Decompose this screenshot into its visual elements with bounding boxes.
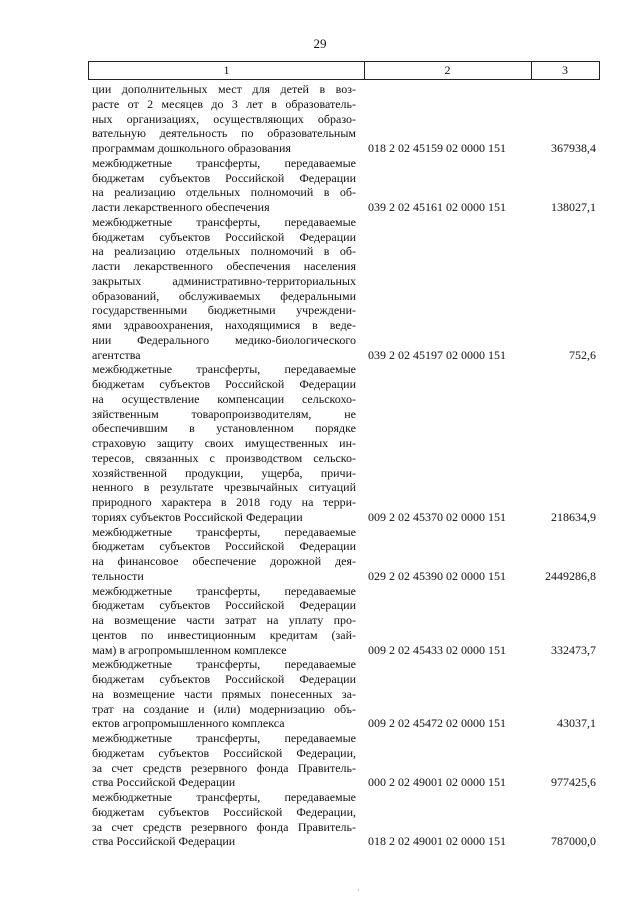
row-text-line: бюджетам субъектов Российской Федерации xyxy=(92,539,356,554)
row-text-line: за счет средств резервного фонда Правитель- xyxy=(92,760,356,775)
row-text-line: ями здравоохранения, находящимися в веде- xyxy=(92,318,356,332)
row-text-line: бюджетам субъектов Российской Федерации xyxy=(92,170,356,185)
row-text-line: бюджетам субъектов Российской Федерации, xyxy=(92,745,356,760)
row-text-line: ции дополнительных мест для детей в воз- xyxy=(92,82,356,96)
row-text-line: хозяйственной продукции, ущерба, причи- xyxy=(92,465,356,480)
footer-dot: · xyxy=(357,886,360,895)
row-amount: 2449286,8 xyxy=(545,568,596,583)
row-text-line: межбюджетные трансферты, передаваемые xyxy=(92,155,356,170)
row-code: 039 2 02 45197 02 0000 151 xyxy=(368,347,506,362)
row-text-line: на возмещение части прямых понесенных за- xyxy=(92,686,356,701)
row-text-line: на осуществление компенсации сельскохо- xyxy=(92,391,356,406)
row-text-line: закрытых административно-территориальных xyxy=(92,273,356,288)
row-amount: 367938,4 xyxy=(551,141,596,155)
row-text-line: бюджетам субъектов Российской Федерации xyxy=(92,598,356,613)
row-text-line: ласти лекарственного обеспечения xyxy=(92,200,270,214)
row-text-line: бюджетам субъектов Российской Федерации xyxy=(92,229,356,244)
row-text-line: мам) в агропромышленном комплексе xyxy=(92,642,287,657)
row-code: 018 2 02 49001 02 0000 151 xyxy=(368,834,506,849)
row-text-line: ториях субъектов Российской Федерации xyxy=(92,509,303,524)
row-code: 000 2 02 49001 02 0000 151 xyxy=(368,775,506,790)
row-text-line: за счет средств резервного фонда Правитель- xyxy=(92,819,356,834)
row-text-line: межбюджетные трансферты, передаваемые xyxy=(92,524,356,539)
row-code: 009 2 02 45370 02 0000 151 xyxy=(368,509,506,524)
row-text-line: тельности xyxy=(92,568,144,583)
row-code: 039 2 02 45161 02 0000 151 xyxy=(368,200,506,214)
row-text-line: ных организациях, осуществляющих образо- xyxy=(92,111,356,126)
row-text-line: на финансовое обеспечение дорожной дея- xyxy=(92,554,356,568)
row-amount: 218634,9 xyxy=(551,509,596,524)
row-text-line: бюджетам субъектов Российской Федерации xyxy=(92,672,356,686)
row-text-line: центов по инвестиционным кредитам (зай- xyxy=(92,627,356,642)
row-text-line: межбюджетные трансферты, передаваемые xyxy=(92,583,356,598)
row-code: 009 2 02 45472 02 0000 151 xyxy=(368,716,506,731)
row-amount: 138027,1 xyxy=(551,200,596,214)
column-header-3: 3 xyxy=(562,63,568,77)
row-code: 018 2 02 45159 02 0000 151 xyxy=(368,141,506,155)
row-text-line: ектов агропромышленного комплекса xyxy=(92,716,285,731)
row-text-line: зяйственным товаропроизводителям, не xyxy=(92,406,356,421)
row-text-line: бюджетам субъектов Российской Федерации xyxy=(92,377,356,391)
row-code: 009 2 02 45433 02 0000 151 xyxy=(368,642,506,657)
row-text-line: расте от 2 месяцев до 3 лет в образователь- xyxy=(92,96,356,111)
row-amount: 43037,1 xyxy=(557,716,596,731)
row-text-line: тересов, связанных с производством сельско- xyxy=(92,450,356,465)
row-text-line: нии Федерального медико-биологического xyxy=(92,332,356,347)
row-text-line: на реализацию отдельных полномочий в об- xyxy=(92,244,356,259)
row-text-line: агентства xyxy=(92,347,141,362)
row-text-line: вательную деятельность по образовательным xyxy=(92,126,356,141)
row-text-line: межбюджетные трансферты, передаваемые xyxy=(92,362,356,377)
row-text-line: образований, обслуживаемых федеральными xyxy=(92,288,356,303)
row-text-line: межбюджетные трансферты, передаваемые xyxy=(92,731,356,745)
row-text-line: ласти лекарственного обеспечения населения xyxy=(92,259,356,273)
row-code: 029 2 02 45390 02 0000 151 xyxy=(368,568,506,583)
row-text-line: природного характера в 2018 году на терри- xyxy=(92,495,356,509)
row-amount: 752,6 xyxy=(569,347,596,362)
row-text-line: на возмещение части затрат на уплату про- xyxy=(92,613,356,627)
row-text-line: межбюджетные трансферты, передаваемые xyxy=(92,790,356,804)
column-header-1: 1 xyxy=(89,62,365,79)
row-text-line: страховую защиту своих имущественных ин- xyxy=(92,436,356,450)
row-text-line: на реализацию отдельных полномочий в об- xyxy=(92,185,356,200)
row-text-line: ства Российской Федерации xyxy=(92,775,236,790)
row-text-line: обеспечившим в установленном порядке xyxy=(92,421,356,436)
row-amount: 332473,7 xyxy=(551,642,596,657)
row-text-line: ненного в результате чрезвычайных ситуаций xyxy=(92,480,356,495)
row-text-line: бюджетам субъектов Российской Федерации, xyxy=(92,804,356,819)
row-text-line: трат на создание и (или) модернизацию объ- xyxy=(92,701,356,716)
page-number: 29 xyxy=(313,36,327,51)
row-text-line: программам дошкольного образования xyxy=(92,141,291,155)
column-header-2: 2 xyxy=(364,62,532,79)
table-column-header xyxy=(88,61,600,80)
row-amount: 787000,0 xyxy=(551,834,596,849)
row-amount: 977425,6 xyxy=(551,775,596,790)
row-text-line: межбюджетные трансферты, передаваемые xyxy=(92,657,356,672)
row-text-line: межбюджетные трансферты, передаваемые xyxy=(92,214,356,229)
row-text-line: государственными бюджетными учреждени- xyxy=(92,303,356,318)
row-text-line: ства Российской Федерации xyxy=(92,834,236,849)
table-body-text xyxy=(92,82,356,849)
